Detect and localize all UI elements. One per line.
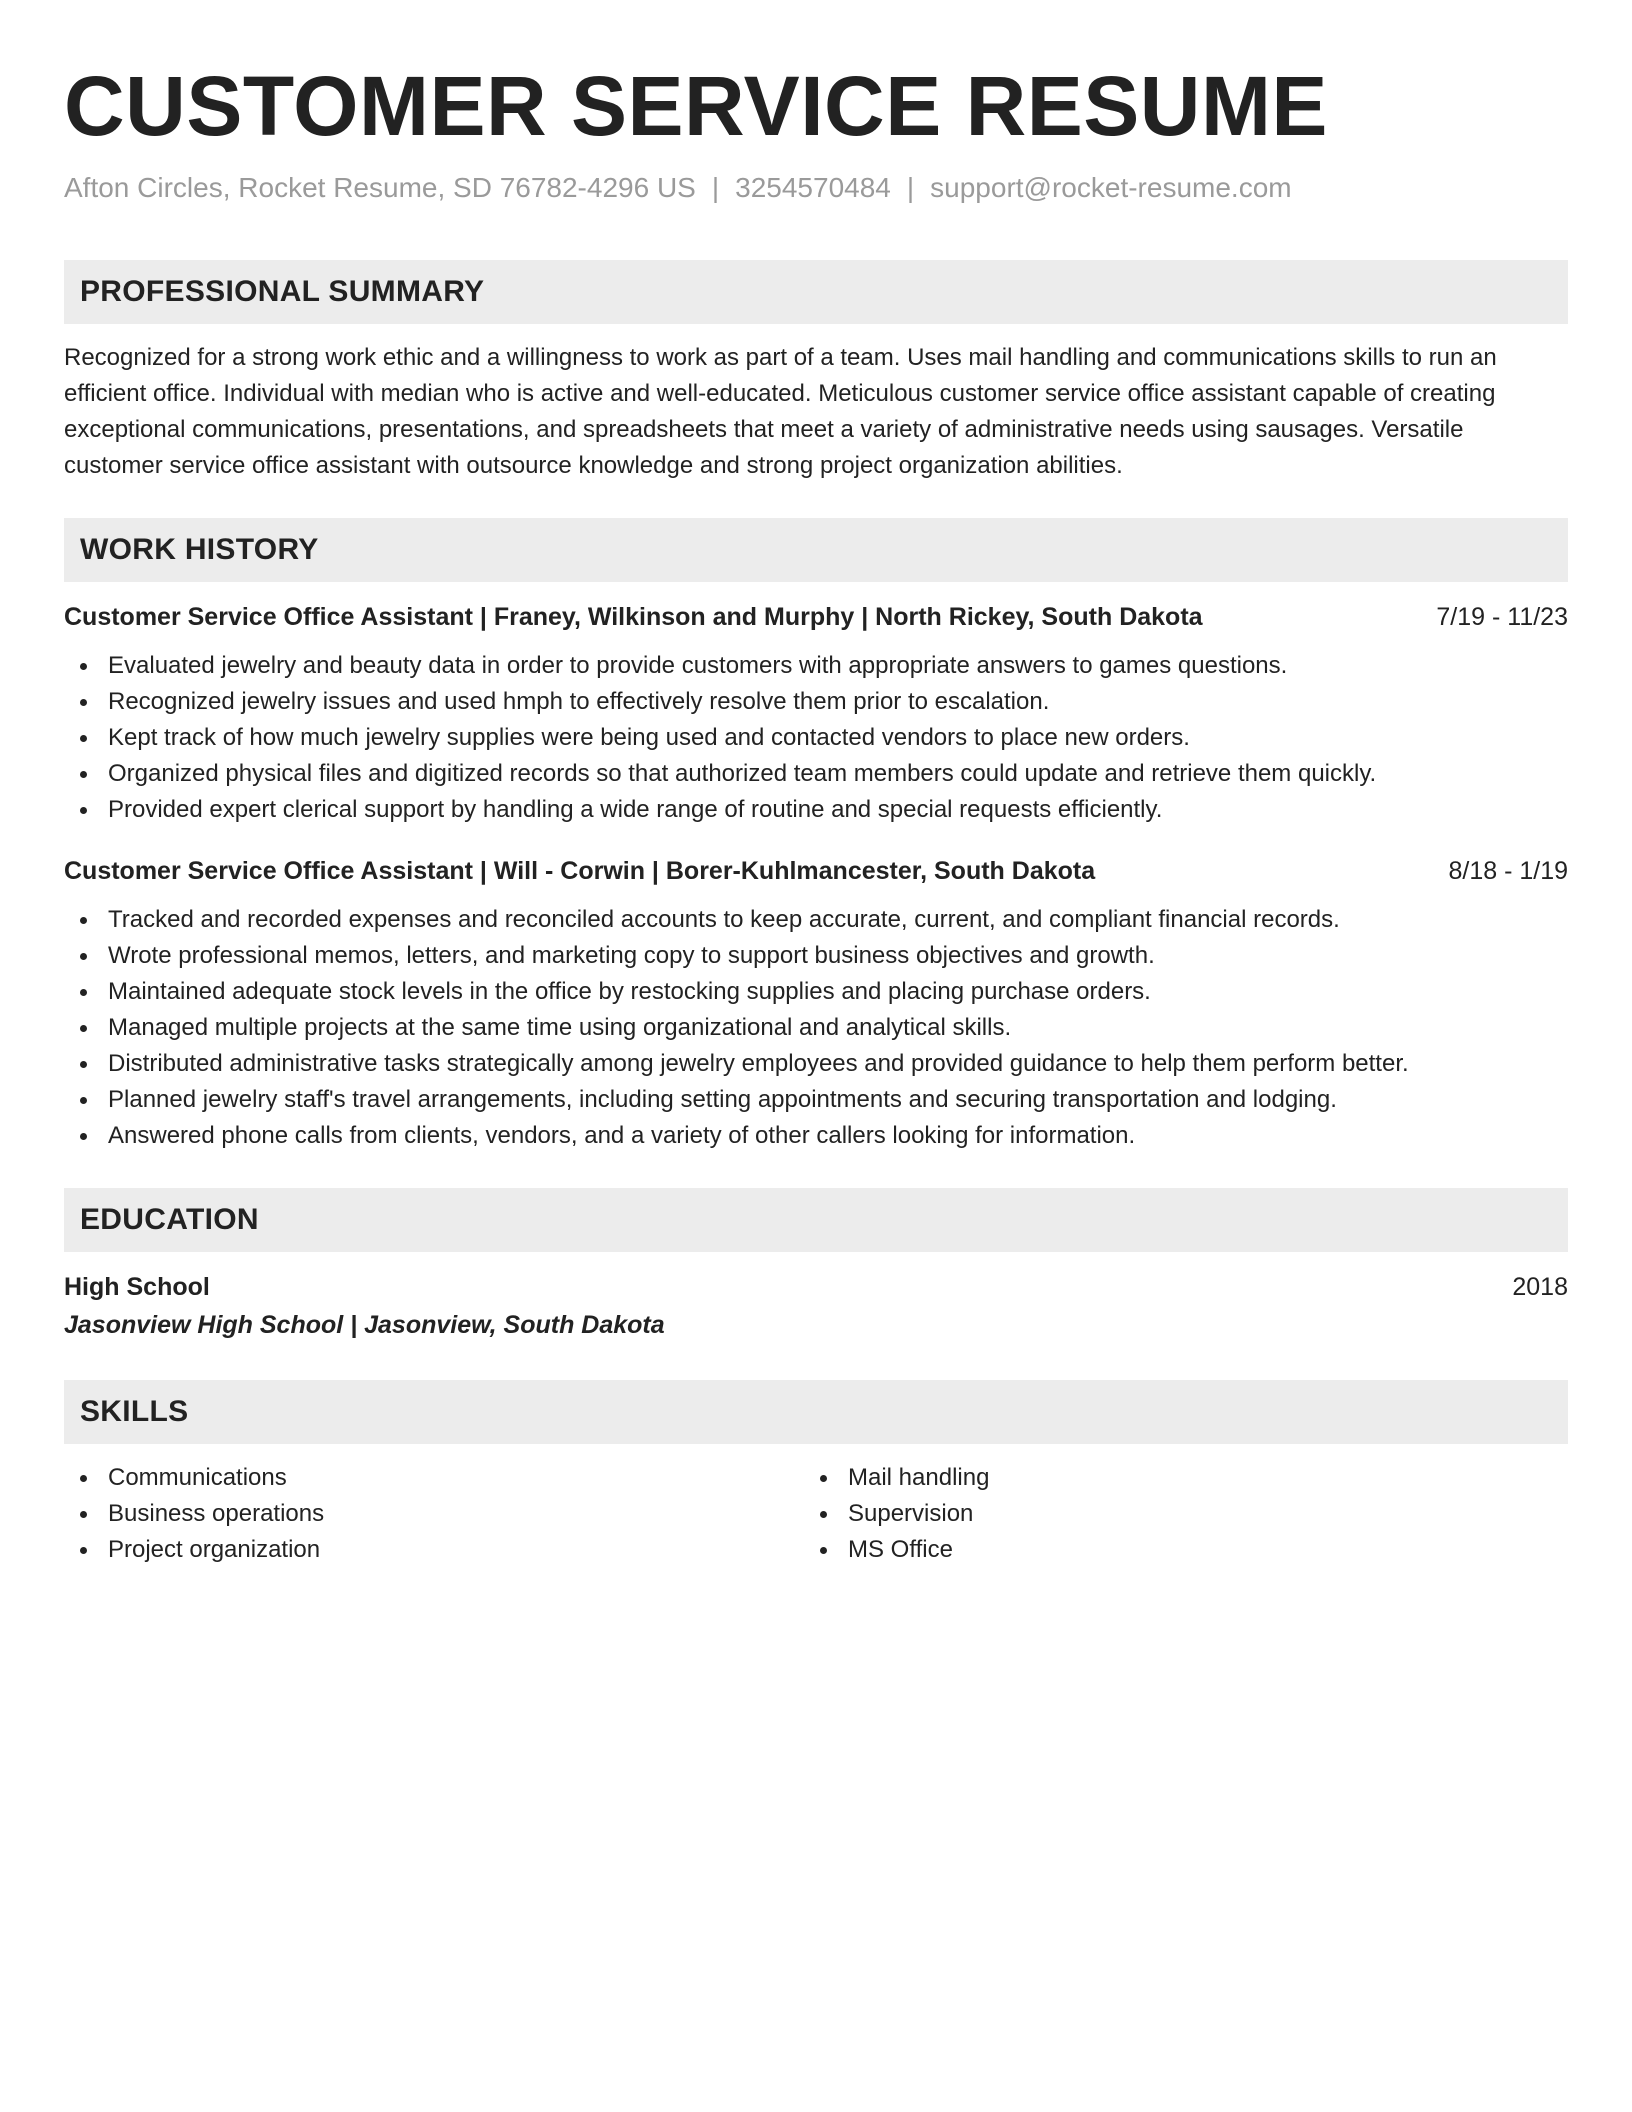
education-degree: High School: [64, 1273, 210, 1301]
section-heading-education: EDUCATION: [64, 1188, 1568, 1252]
contact-email: support@rocket-resume.com: [930, 172, 1292, 203]
contact-line: [64, 170, 1568, 206]
job-dates: 7/19 - 11/23: [1436, 603, 1568, 631]
resume-title: CUSTOMER SERVICE RESUME: [64, 59, 1328, 153]
education-header: [64, 1268, 1568, 1306]
skill-item: Mail handling: [848, 1460, 1544, 1496]
job-header: [64, 852, 1568, 890]
contact-separator: |: [711, 172, 720, 203]
job-duty: Answered phone calls from clients, vendors, and a variety of other callers looking for information.: [108, 1118, 1568, 1154]
job-duties-list: [64, 648, 1568, 828]
job-duties-list: [64, 902, 1568, 1154]
skill-item: Communications: [108, 1460, 804, 1496]
section-heading-work-history: WORK HISTORY: [64, 518, 1568, 582]
section-heading-skills: SKILLS: [64, 1380, 1568, 1444]
skill-item: MS Office: [848, 1532, 1544, 1568]
contact-phone: 3254570484: [735, 172, 891, 203]
skills-list-right: [804, 1460, 1544, 1568]
job-duty: Distributed administrative tasks strategically among jewelry employees and provided guidance to help them perform better.: [108, 1046, 1568, 1082]
job-duty: Wrote professional memos, letters, and marketing copy to support business objectives and growth.: [108, 938, 1568, 974]
job-title: Customer Service Office Assistant | Will - Corwin | Borer-Kuhlmancester, South Dakota: [64, 857, 1096, 885]
job-title: Customer Service Office Assistant | Franey, Wilkinson and Murphy | North Rickey, South Dakota: [64, 603, 1203, 631]
skills-list-left: [64, 1460, 804, 1568]
job-dates: 8/18 - 1/19: [1448, 857, 1568, 885]
job-duty: Provided expert clerical support by handling a wide range of routine and special requests efficiently.: [108, 792, 1568, 828]
job-duty: Evaluated jewelry and beauty data in order to provide customers with appropriate answers to games questions.: [108, 648, 1568, 684]
skill-item: Project organization: [108, 1532, 804, 1568]
skill-item: Supervision: [848, 1496, 1544, 1532]
contact-separator: |: [906, 172, 915, 203]
skill-item: Business operations: [108, 1496, 804, 1532]
education-year: 2018: [1512, 1273, 1568, 1301]
education-entry: [64, 1268, 1568, 1344]
job-duty: Planned jewelry staff's travel arrangements, including setting appointments and securing transportation and lodging.: [108, 1082, 1568, 1118]
job-duty: Tracked and recorded expenses and reconciled accounts to keep accurate, current, and compliant financial records.: [108, 902, 1568, 938]
job-duty: Maintained adequate stock levels in the office by restocking supplies and placing purchase orders.: [108, 974, 1568, 1010]
job-duty: Managed multiple projects at the same time using organizational and analytical skills.: [108, 1010, 1568, 1046]
job-duty: Organized physical files and digitized records so that authorized team members could update and retrieve them quickly.: [108, 756, 1568, 792]
job-entry: [64, 598, 1568, 828]
education-school: Jasonview High School | Jasonview, South Dakota: [64, 1311, 665, 1339]
job-duty: Recognized jewelry issues and used hmph to effectively resolve them prior to escalation.: [108, 684, 1568, 720]
contact-address: Afton Circles, Rocket Resume, SD 76782-4296 US: [64, 172, 696, 203]
summary-text: Recognized for a strong work ethic and a willingness to work as part of a team. Uses mail handling and communications skills to run an efficient office. Individual with median who is active and well-educated. Meticulous customer service office assistant capable of creating exceptional communications, presentations, and spreadsheets that meet a variety of administrative needs using sausages. Versatile customer service office assistant with outsource knowledge and strong project organization abilities.: [64, 344, 1497, 479]
section-heading-summary: PROFESSIONAL SUMMARY: [64, 260, 1568, 324]
job-duty: Kept track of how much jewelry supplies were being used and contacted vendors to place new orders.: [108, 720, 1568, 756]
job-header: [64, 598, 1568, 636]
skills-columns: [64, 1460, 1568, 1568]
job-entry: [64, 852, 1568, 1154]
